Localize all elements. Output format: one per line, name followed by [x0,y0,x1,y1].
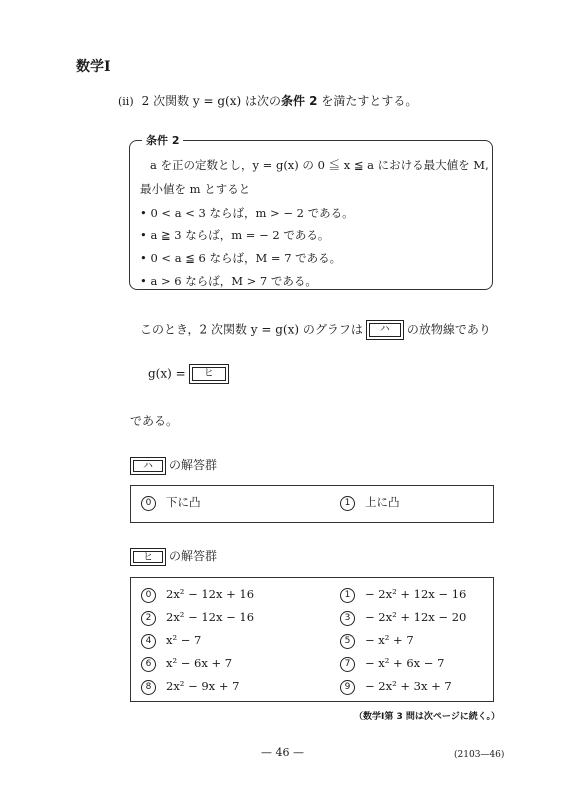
choice-number-circle: 1 [340,588,355,603]
choice-text: − 2x² + 3x + 7 [365,679,452,693]
condition-line: a を正の定数とし，y = g(x) の 0 ≦ x ≦ a における最大値を M, [150,158,489,172]
group-blank-hi-label: ヒ [133,551,163,563]
question-label: (ii) [118,95,134,108]
g-equation [148,364,232,384]
choice-option[interactable] [141,610,254,626]
question-text-a: 2 次関数 y = g(x) は次の [141,94,281,108]
statement-text-b: の放物線であり [406,322,491,337]
choice-number-circle: 0 [141,588,156,603]
group-blank-ha [130,457,166,475]
choice-text: 2x² − 9x + 7 [166,679,240,693]
choice-text: 上に凸 [365,495,400,509]
choice-number-circle: 3 [340,611,355,626]
page-number: — 46 — [261,746,304,759]
group-blank-hi [130,548,166,566]
condition-line: • 0 < a ≦ 6 ならば，M = 7 である。 [140,251,342,265]
group-title-suffix: の解答群 [169,549,218,563]
condition-line: 最小値を m とすると [140,182,251,196]
g-lhs: g(x) = [148,366,186,381]
choice-text: x² − 7 [166,633,202,647]
choice-text: − x² + 7 [365,633,414,647]
choice-number-circle: 8 [141,680,156,695]
choice-number-circle: 5 [340,634,355,649]
statement-ending: である。 [130,414,179,428]
choice-number-circle: 1 [340,496,355,511]
choice-number-circle: 6 [141,657,156,672]
choice-option[interactable] [141,587,254,603]
choice-number-circle: 0 [141,496,156,511]
choice-text: 下に凸 [166,495,201,509]
condition-line: • a > 6 ならば，M > 7 である。 [140,274,317,288]
answer-group-title-ha [130,456,217,475]
condition-line: • 0 < a < 3 ならば，m > − 2 である。 [140,206,354,220]
condition-title: 条件 2 [142,132,183,148]
page-code: (2103—46) [454,750,505,760]
subject-heading: 数学Ⅰ [76,59,111,75]
choice-option[interactable] [340,494,400,511]
answer-group-title-hi [130,547,217,566]
choice-text: − x² + 6x − 7 [365,656,445,670]
choice-number-circle: 2 [141,611,156,626]
choice-option[interactable] [141,633,201,649]
choice-option[interactable] [340,610,466,626]
choice-text: x² − 6x + 7 [166,656,233,670]
choice-option[interactable] [141,494,201,511]
condition-line: • a ≧ 3 ならば，m = − 2 である。 [140,228,330,242]
question-condition-ref: 条件 2 [280,94,318,108]
answer-blank-hi [189,364,229,384]
choice-text: − 2x² + 12x − 20 [365,610,467,624]
choice-text: 2x² − 12x + 16 [166,587,255,601]
choice-option[interactable] [141,656,232,672]
choice-option[interactable] [141,679,239,695]
continuation-note: （数学Ⅰ第 3 問は次ページに続く。） [354,712,501,722]
answer-blank-ha [366,320,404,340]
choice-option[interactable] [340,587,466,603]
choice-option[interactable] [340,679,452,695]
group-title-suffix: の解答群 [169,458,218,472]
choice-option[interactable] [340,656,444,672]
answer-blank-ha-label: ハ [369,323,401,337]
statement-line [140,320,491,340]
group-blank-ha-label: ハ [133,460,163,472]
choice-number-circle: 7 [340,657,355,672]
answer-blank-hi-label: ヒ [192,367,226,381]
question-text-b: を満たすとする。 [317,94,418,108]
question-intro [118,92,417,109]
choice-number-circle: 4 [141,634,156,649]
choice-text: 2x² − 12x − 16 [166,610,255,624]
choice-text: − 2x² + 12x − 16 [365,587,467,601]
statement-text-a: このとき，2 次関数 y = g(x) のグラフは [140,322,363,337]
choice-number-circle: 9 [340,680,355,695]
choice-option[interactable] [340,633,414,649]
